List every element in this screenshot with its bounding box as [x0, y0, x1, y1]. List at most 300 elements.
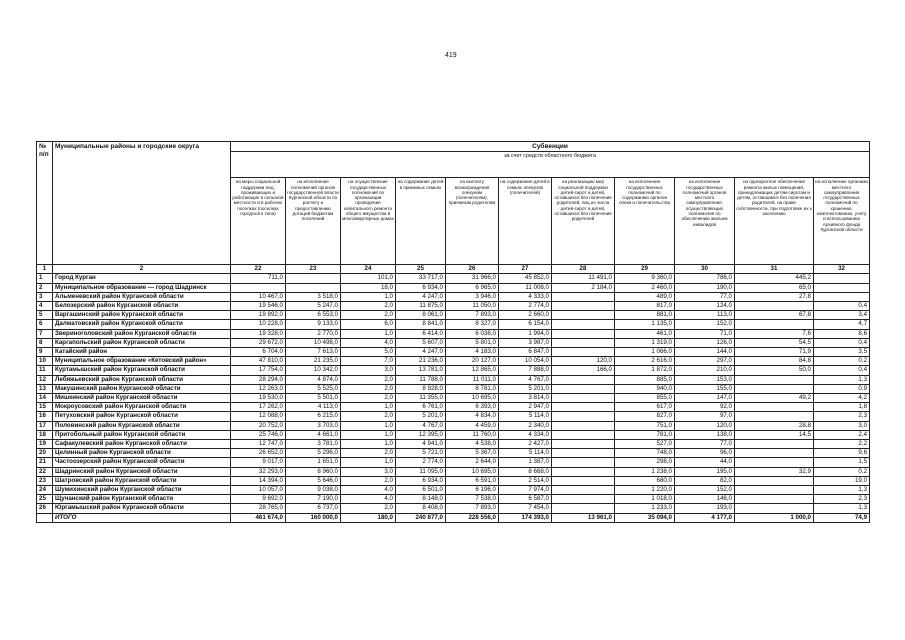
table-row: [37, 283, 870, 292]
value-cell: 47 810,0: [231, 357, 286, 366]
municipality-name: Сафакулевский район Курганской области: [53, 440, 231, 449]
value-cell: 6 215,0: [286, 412, 341, 421]
value-cell: [735, 440, 814, 449]
row-number: 20: [37, 449, 53, 458]
municipality-name: Лебяжьевский район Курганской области: [53, 375, 231, 384]
value-cell: 126,0: [675, 338, 735, 347]
value-cell: 54,5: [735, 338, 814, 347]
value-cell: 82,0: [675, 476, 735, 485]
value-cell: [735, 403, 814, 412]
value-cell: 77,0: [675, 440, 735, 449]
table-row: [37, 292, 870, 301]
value-cell: 0,9: [814, 384, 870, 393]
column-title: на однократное обеспечение ремонта жилых помещений, принадлежащих детям-сиротам и детям, оставшимся без попечения родителей, на праве собственности, при подготовке их к заселению: [735, 178, 814, 265]
table-row: [37, 338, 870, 347]
table-row: [37, 458, 870, 467]
value-cell: 4 247,0: [396, 292, 446, 301]
value-cell: 5 201,0: [499, 384, 552, 393]
total-row: [37, 513, 870, 522]
header-no: № п/п: [37, 142, 53, 265]
value-cell: 4 177,0: [675, 513, 735, 522]
value-cell: 12 088,0: [231, 412, 286, 421]
value-cell: 881,0: [615, 311, 675, 320]
value-cell: 17 262,0: [231, 403, 286, 412]
table-row: [37, 384, 870, 393]
value-cell: [552, 302, 615, 311]
value-cell: [552, 384, 615, 393]
value-cell: 2 427,0: [499, 440, 552, 449]
municipality-name: Муниципальное образование — город Шадринск: [53, 283, 231, 292]
value-cell: 1 238,0: [615, 467, 675, 476]
value-cell: 14 394,0: [231, 476, 286, 485]
value-cell: 461,0: [615, 329, 675, 338]
value-cell: 10 228,0: [231, 320, 286, 329]
value-cell: 2,0: [341, 302, 396, 311]
value-cell: 680,0: [615, 476, 675, 485]
value-cell: [552, 449, 615, 458]
value-cell: 2 644,0: [446, 458, 499, 467]
value-cell: 827,0: [615, 412, 675, 421]
column-number: 23: [286, 265, 341, 274]
value-cell: 4 183,0: [446, 348, 499, 357]
value-cell: 152,0: [675, 320, 735, 329]
value-cell: 11 095,0: [396, 467, 446, 476]
value-cell: [552, 430, 615, 439]
value-cell: 5 367,0: [446, 449, 499, 458]
value-cell: 4 767,0: [499, 375, 552, 384]
row-number: 17: [37, 421, 53, 430]
row-number: 23: [37, 476, 53, 485]
value-cell: 153,0: [675, 375, 735, 384]
value-cell: 5 501,0: [286, 394, 341, 403]
value-cell: 4 538,0: [446, 440, 499, 449]
value-cell: 6 737,0: [286, 504, 341, 513]
column-title: на реализацию мер социальной поддержки детей-сирот и детей, оставшихся без попечения родителей, лиц из числа детей-сирот и детей, оставшихся без попечения родителей: [552, 178, 615, 265]
value-cell: 748,0: [615, 449, 675, 458]
value-cell: 1 872,0: [615, 366, 675, 375]
value-cell: 1 651,0: [286, 458, 341, 467]
value-cell: 1,0: [341, 440, 396, 449]
subsidies-table: [36, 141, 870, 523]
value-cell: [552, 292, 615, 301]
value-cell: 240 877,0: [396, 513, 446, 522]
value-cell: [552, 375, 615, 384]
value-cell: 751,0: [615, 421, 675, 430]
table-row: [37, 274, 870, 283]
value-cell: 4 767,0: [396, 421, 446, 430]
value-cell: 3 703,0: [286, 421, 341, 430]
value-cell: [735, 476, 814, 485]
table-row: [37, 375, 870, 384]
value-cell: 32 293,0: [231, 467, 286, 476]
value-cell: 18,0: [341, 283, 396, 292]
value-cell: 11 011,0: [446, 375, 499, 384]
value-cell: [735, 375, 814, 384]
value-cell: [552, 320, 615, 329]
value-cell: 19 892,0: [231, 311, 286, 320]
value-cell: 711,0: [231, 274, 286, 283]
table-row: [37, 357, 870, 366]
row-number: 22: [37, 467, 53, 476]
value-cell: 77,0: [675, 292, 735, 301]
column-title: на исполнение государственных полномочий органов местного самоуправления, осуществляющих полномочия по обеспечению жильем инвалидов: [675, 178, 735, 265]
value-cell: 2 947,0: [499, 403, 552, 412]
value-cell: 50,0: [735, 366, 814, 375]
value-cell: 6 196,0: [446, 486, 499, 495]
municipality-name: Шумихинский район Курганской области: [53, 486, 231, 495]
value-cell: 1 066,0: [615, 348, 675, 357]
value-cell: 17 754,0: [231, 366, 286, 375]
value-cell: 2,0: [341, 412, 396, 421]
value-cell: 855,0: [615, 394, 675, 403]
table-row: [37, 495, 870, 504]
row-number: 9: [37, 348, 53, 357]
value-cell: 2,0: [341, 311, 396, 320]
municipality-name: Катайский район: [53, 348, 231, 357]
value-cell: 49,2: [735, 394, 814, 403]
value-cell: [552, 476, 615, 485]
value-cell: 35 094,0: [615, 513, 675, 522]
value-cell: 4 247,0: [396, 348, 446, 357]
table-row: [37, 394, 870, 403]
value-cell: 2 184,0: [552, 283, 615, 292]
value-cell: 190,0: [675, 283, 735, 292]
value-cell: 6,0: [341, 320, 396, 329]
value-cell: 44,0: [675, 458, 735, 467]
value-cell: 8 061,0: [396, 311, 446, 320]
value-cell: [735, 412, 814, 421]
value-cell: [552, 458, 615, 467]
value-cell: 2 514,0: [499, 476, 552, 485]
value-cell: 7 454,0: [499, 504, 552, 513]
row-number: 13: [37, 384, 53, 393]
municipality-name: Целинный район Курганской области: [53, 449, 231, 458]
value-cell: 2 774,0: [396, 458, 446, 467]
value-cell: 9,6: [814, 449, 870, 458]
table-row: [37, 302, 870, 311]
value-cell: 21 235,0: [286, 357, 341, 366]
value-cell: 2,0: [341, 504, 396, 513]
value-cell: 65,0: [735, 283, 814, 292]
value-cell: 2,0: [341, 476, 396, 485]
value-cell: 2,3: [814, 495, 870, 504]
value-cell: 2 460,0: [615, 283, 675, 292]
value-cell: 6 934,0: [396, 283, 446, 292]
value-cell: 5 646,0: [286, 476, 341, 485]
municipality-name: Макушинский район Курганской области: [53, 384, 231, 393]
value-cell: 0,4: [814, 302, 870, 311]
value-cell: 6 414,0: [396, 329, 446, 338]
table-row: [37, 403, 870, 412]
value-cell: 138,0: [675, 430, 735, 439]
value-cell: 1 994,0: [499, 329, 552, 338]
value-cell: 11 760,0: [446, 430, 499, 439]
value-cell: 1,3: [814, 375, 870, 384]
value-cell: 4,2: [814, 394, 870, 403]
column-title: на осуществление государственных полномочий по организации проведения капитального ремонта общего имущества в многоквартирных домах: [341, 178, 396, 265]
value-cell: 6 704,0: [231, 348, 286, 357]
value-cell: 7,0: [341, 357, 396, 366]
value-cell: 12 865,0: [446, 366, 499, 375]
value-cell: 84,8: [735, 357, 814, 366]
value-cell: 8 960,0: [286, 467, 341, 476]
municipality-name: Каргапольский район Курганской области: [53, 338, 231, 347]
value-cell: 8 781,0: [446, 384, 499, 393]
value-cell: 7,6: [735, 329, 814, 338]
value-cell: 1 000,0: [735, 513, 814, 522]
value-cell: 4 661,0: [286, 430, 341, 439]
value-cell: 120,0: [552, 357, 615, 366]
value-cell: 5 525,0: [286, 384, 341, 393]
municipality-name: Частоозерский район Курганской области: [53, 458, 231, 467]
row-number: 1: [37, 274, 53, 283]
value-cell: 5 801,0: [446, 338, 499, 347]
value-cell: [735, 504, 814, 513]
value-cell: 8 327,0: [446, 320, 499, 329]
value-cell: [552, 348, 615, 357]
column-number: 30: [675, 265, 735, 274]
value-cell: 8 148,0: [396, 495, 446, 504]
value-cell: 10 695,0: [446, 467, 499, 476]
value-cell: 4 334,0: [499, 430, 552, 439]
value-cell: [735, 384, 814, 393]
value-cell: 3,0: [341, 467, 396, 476]
value-cell: 4 459,0: [446, 421, 499, 430]
table-row: [37, 476, 870, 485]
value-cell: 45 852,0: [499, 274, 552, 283]
value-cell: 2 340,0: [499, 421, 552, 430]
value-cell: 4 874,0: [286, 375, 341, 384]
value-cell: 6 553,0: [286, 311, 341, 320]
value-cell: 0,4: [814, 338, 870, 347]
value-cell: 193,0: [675, 504, 735, 513]
value-cell: 20 127,0: [446, 357, 499, 366]
value-cell: 1,0: [341, 458, 396, 467]
value-cell: 155,0: [675, 384, 735, 393]
table-row: [37, 421, 870, 430]
value-cell: 210,0: [675, 366, 735, 375]
table-row: [37, 486, 870, 495]
value-cell: 5 247,0: [286, 302, 341, 311]
municipality-name: Белозерский район Курганской области: [53, 302, 231, 311]
value-cell: [735, 449, 814, 458]
municipality-name: ИТОГО: [53, 513, 231, 522]
value-cell: 5 721,0: [396, 449, 446, 458]
header-budget: за счет средств областного бюджета: [231, 152, 870, 178]
value-cell: 2,0: [341, 394, 396, 403]
value-cell: 6 591,0: [446, 476, 499, 485]
row-number: 2: [37, 283, 53, 292]
value-cell: 297,0: [675, 357, 735, 366]
table-row: [37, 449, 870, 458]
value-cell: 2,2: [814, 440, 870, 449]
value-cell: 71,0: [675, 329, 735, 338]
value-cell: 4,0: [341, 486, 396, 495]
municipality-name: Половинский район Курганской области: [53, 421, 231, 430]
value-cell: 1,0: [341, 292, 396, 301]
row-number: 12: [37, 375, 53, 384]
value-cell: 113,0: [675, 311, 735, 320]
value-cell: 3 987,0: [499, 338, 552, 347]
row-number: 11: [37, 366, 53, 375]
column-title: на выплату вознаграждения опекунам (попечителям), приемным родителям: [446, 178, 499, 265]
value-cell: 10 054,0: [499, 357, 552, 366]
value-cell: [552, 311, 615, 320]
value-cell: 25 746,0: [231, 430, 286, 439]
value-cell: 97,0: [675, 412, 735, 421]
value-cell: [814, 274, 870, 283]
column-title: на содержание детей в приемных семьях: [396, 178, 446, 265]
value-cell: 11 050,0: [446, 302, 499, 311]
value-cell: 11 875,0: [396, 302, 446, 311]
municipality-name: Куртамышский район Курганской области: [53, 366, 231, 375]
value-cell: 940,0: [615, 384, 675, 393]
value-cell: 3 946,0: [446, 292, 499, 301]
column-title: на исполнение государственных полномочий по содержанию органов опеки и попечительства: [615, 178, 675, 265]
row-number: 3: [37, 292, 53, 301]
value-cell: 13 961,0: [552, 513, 615, 522]
row-number: 15: [37, 403, 53, 412]
value-cell: 1 220,0: [615, 486, 675, 495]
value-cell: 1 135,0: [615, 320, 675, 329]
value-cell: [735, 495, 814, 504]
value-cell: 19 328,0: [231, 329, 286, 338]
value-cell: 12 395,0: [396, 430, 446, 439]
row-number: 21: [37, 458, 53, 467]
value-cell: [552, 403, 615, 412]
value-cell: 9 017,0: [231, 458, 286, 467]
row-number: 14: [37, 394, 53, 403]
value-cell: 8 841,0: [396, 320, 446, 329]
value-cell: 27,8: [735, 292, 814, 301]
value-cell: [552, 329, 615, 338]
value-cell: [286, 283, 341, 292]
value-cell: 1,3: [814, 504, 870, 513]
value-cell: 617,0: [615, 403, 675, 412]
value-cell: 32,9: [735, 467, 814, 476]
value-cell: [735, 486, 814, 495]
column-title: на содержание детей в семьях опекунов (попечителей): [499, 178, 552, 265]
value-cell: 6 038,0: [446, 329, 499, 338]
column-title: на исполнение органами местного самоуправления государственных полномочий по хранению, комплектованию, учету и использованию Архивного фонда Курганской области: [814, 178, 870, 265]
value-cell: 0,2: [814, 357, 870, 366]
value-cell: 11 788,0: [396, 375, 446, 384]
value-cell: 3 518,0: [286, 292, 341, 301]
column-number: 27: [499, 265, 552, 274]
value-cell: 489,0: [615, 292, 675, 301]
table-row: [37, 320, 870, 329]
table-row: [37, 467, 870, 476]
value-cell: [231, 283, 286, 292]
municipality-name: Далматовский район Курганской области: [53, 320, 231, 329]
row-number: 18: [37, 430, 53, 439]
value-cell: 11 491,0: [552, 274, 615, 283]
row-number: 7: [37, 329, 53, 338]
value-cell: 10 342,0: [286, 366, 341, 375]
value-cell: 3,4: [814, 311, 870, 320]
value-cell: [814, 292, 870, 301]
value-cell: 8,6: [814, 329, 870, 338]
row-number: 16: [37, 412, 53, 421]
value-cell: 7 893,0: [446, 311, 499, 320]
value-cell: 2 770,0: [286, 329, 341, 338]
table-row: [37, 348, 870, 357]
table-row: [37, 440, 870, 449]
table-row: [37, 412, 870, 421]
value-cell: 19,0: [814, 476, 870, 485]
table-row: [37, 329, 870, 338]
value-cell: 817,0: [615, 302, 675, 311]
municipality-name: Щучанский район Курганской области: [53, 495, 231, 504]
row-number: 26: [37, 504, 53, 513]
value-cell: 4 941,0: [396, 440, 446, 449]
value-cell: 4 834,0: [446, 412, 499, 421]
value-cell: 28 294,0: [231, 375, 286, 384]
row-number: 24: [37, 486, 53, 495]
value-cell: 6 501,0: [396, 486, 446, 495]
value-cell: 0,4: [814, 366, 870, 375]
value-cell: 9 692,0: [231, 495, 286, 504]
value-cell: 2,0: [341, 384, 396, 393]
municipality-name: Шадринский район Курганской области: [53, 467, 231, 476]
value-cell: 2 616,0: [615, 357, 675, 366]
value-cell: [286, 274, 341, 283]
row-number: 6: [37, 320, 53, 329]
value-cell: 5 114,0: [499, 449, 552, 458]
value-cell: [552, 421, 615, 430]
municipality-name: Мишкинский район Курганской области: [53, 394, 231, 403]
value-cell: [735, 320, 814, 329]
value-cell: [735, 302, 814, 311]
value-cell: 781,0: [615, 430, 675, 439]
value-cell: 21 236,0: [396, 357, 446, 366]
column-number: 32: [814, 265, 870, 274]
row-number: 19: [37, 440, 53, 449]
value-cell: 7 613,0: [286, 348, 341, 357]
value-cell: 885,0: [615, 375, 675, 384]
value-cell: 4 113,0: [286, 403, 341, 412]
value-cell: [552, 504, 615, 513]
value-cell: 29 672,0: [231, 338, 286, 347]
value-cell: 5,0: [341, 348, 396, 357]
value-cell: 10 057,0: [231, 486, 286, 495]
value-cell: [552, 338, 615, 347]
value-cell: 4,0: [341, 495, 396, 504]
value-cell: 7 974,0: [499, 486, 552, 495]
column-number: 22: [231, 265, 286, 274]
value-cell: 5 607,0: [396, 338, 446, 347]
row-number: 4: [37, 302, 53, 311]
value-cell: [552, 467, 615, 476]
value-cell: 8 408,0: [396, 504, 446, 513]
value-cell: 1,8: [814, 403, 870, 412]
value-cell: 1,5: [814, 458, 870, 467]
table-row: [37, 504, 870, 513]
municipality-name: Звериноголовский район Курганской области: [53, 329, 231, 338]
table-row: [37, 366, 870, 375]
value-cell: 786,0: [675, 274, 735, 283]
value-cell: [552, 495, 615, 504]
row-number: [37, 513, 53, 522]
value-cell: 8 928,0: [396, 384, 446, 393]
table-row: [37, 311, 870, 320]
value-cell: 3,0: [341, 366, 396, 375]
value-cell: 174 393,0: [499, 513, 552, 522]
value-cell: 1 319,0: [615, 338, 675, 347]
value-cell: 527,0: [615, 440, 675, 449]
column-number: 24: [341, 265, 396, 274]
value-cell: 147,0: [675, 394, 735, 403]
